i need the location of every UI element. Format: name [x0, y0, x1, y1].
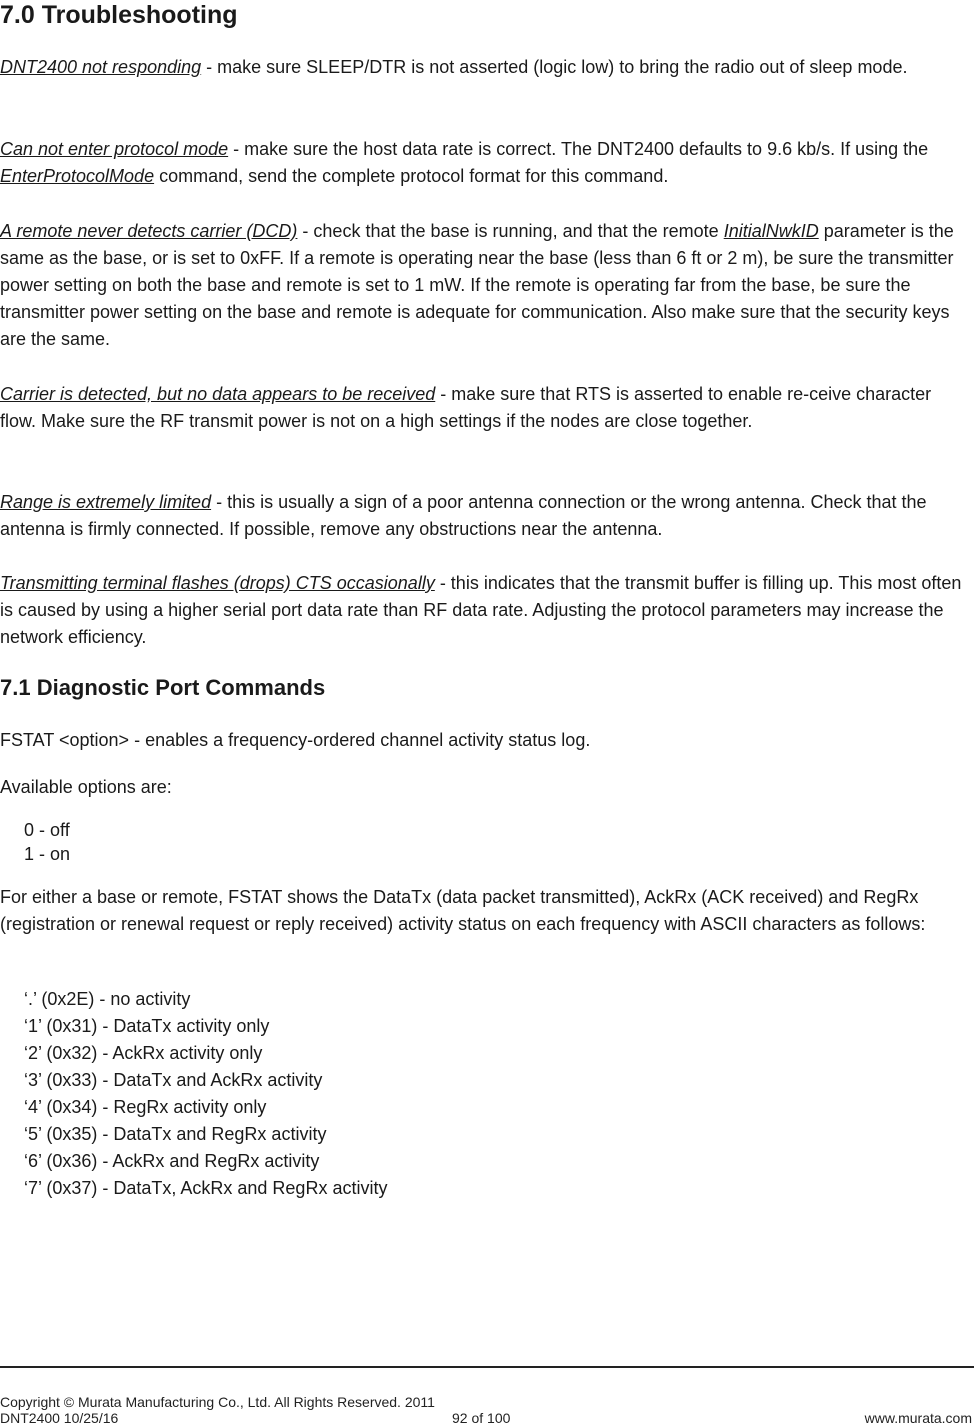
activity-code-item: ‘4’ (0x34) - RegRx activity only — [24, 1097, 267, 1117]
footer-doc-id: DNT2400 10/25/16 — [0, 1410, 119, 1426]
activity-code-item: ‘2’ (0x32) - AckRx activity only — [24, 1043, 263, 1063]
item-text: - make sure that RTS is asserted to enable re-ceive character flow. Make sure the RF transmit power is not on a high settings if the nodes are close together. — [0, 384, 932, 431]
fstat-description: FSTAT <option> - enables a frequency-ordered channel activity status log. — [0, 730, 591, 750]
activity-code-item: ‘5’ (0x35) - DataTx and RegRx activity — [24, 1124, 327, 1144]
item-lead: Carrier is detected, but no data appears to be received — [0, 384, 436, 404]
available-options-label: Available options are: — [0, 777, 172, 797]
footer-divider — [0, 1366, 974, 1368]
troubleshoot-item-not-responding — [0, 54, 972, 81]
troubleshoot-item-range — [0, 489, 972, 543]
parameter-name: InitialNwkID — [723, 221, 819, 241]
footer-page-number: 92 of 100 — [452, 1410, 511, 1426]
item-lead: Range is extremely limited — [0, 492, 212, 512]
item-lead: Can not enter protocol mode — [0, 139, 229, 159]
item-text: - this indicates that the transmit buffer is filling up. This most often is caused by using a higher serial port data rate than RF data rate. Adjusting the protocol parameters may increase the network efficiency. — [0, 573, 962, 647]
activity-code-item: ‘3’ (0x33) - DataTx and AckRx activity — [24, 1070, 323, 1090]
troubleshoot-item-carrier — [0, 218, 972, 353]
item-text: - make sure SLEEP/DTR is not asserted (logic low) to bring the radio out of sleep mode. — [201, 57, 908, 77]
item-lead: Transmitting terminal flashes (drops) CTS occasionally — [0, 573, 435, 593]
troubleshoot-item-cts — [0, 570, 972, 651]
activity-code-item: ‘.’ (0x2E) - no activity — [24, 989, 191, 1009]
activity-code-item: ‘1’ (0x31) - DataTx activity only — [24, 1016, 270, 1036]
item-lead: A remote never detects carrier (DCD) — [0, 221, 298, 241]
footer-copyright: Copyright © Murata Manufacturing Co., Ltd. All Rights Reserved. 2011 — [0, 1394, 435, 1410]
troubleshoot-item-protocol-mode — [0, 136, 972, 190]
footer-website[interactable]: www.murata.com — [864, 1410, 972, 1426]
option-list — [24, 818, 70, 866]
item-text: - this is usually a sign of a poor antenna connection or the wrong antenna. Check that the antenna is firmly connected. If possible, remove any obstructions near the antenna. — [0, 492, 927, 539]
troubleshoot-item-no-data — [0, 381, 972, 435]
item-lead: DNT2400 not responding — [0, 57, 202, 77]
option-item: 1 - on — [24, 844, 71, 864]
activity-code-item: ‘6’ (0x36) - AckRx and RegRx activity — [24, 1151, 320, 1171]
item-text: command, send the complete protocol format for this command. — [154, 166, 669, 186]
item-text: - make sure the host data rate is correct. The DNT2400 defaults to 9.6 kb/s. If using the — [228, 139, 929, 159]
fstat-paragraph: For either a base or remote, FSTAT shows the DataTx (data packet transmitted), AckRx (ACK received) and RegRx (registration or renewal request or reply received) activity status on each frequency with ASCII characters as follows: — [0, 887, 926, 934]
item-text: - check that the base is running, and that the remote — [297, 221, 724, 241]
option-item: 0 - off — [24, 820, 70, 840]
item-text: parameter is the same as the base, or is set to 0xFF. If a remote is operating near the base (less than 6 ft or 2 m), be sure the transmitter power setting on both the base and remote is set to 1 mW. If the remote is operating far from the base, be sure the transmitter power setting on the base and remote is adequate for communication. Also make sure that the security keys are the same. — [0, 221, 954, 349]
section-heading-troubleshooting: 7.0 Troubleshooting — [0, 1, 238, 29]
activity-code-list — [24, 986, 387, 1202]
activity-code-item: ‘7’ (0x37) - DataTx, AckRx and RegRx activity — [24, 1178, 388, 1198]
command-name: EnterProtocolMode — [0, 166, 155, 186]
section-heading-diagnostic: 7.1 Diagnostic Port Commands — [0, 675, 326, 700]
